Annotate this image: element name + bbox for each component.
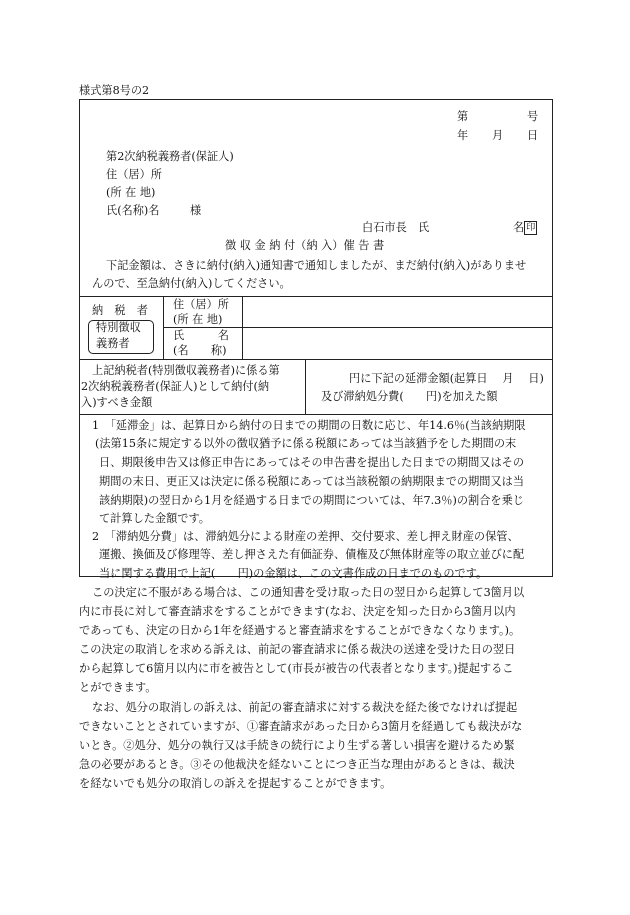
appeal-line: 内に市長に対して審査請求をすることができます(なお、決定を知った日から3箇月以内 [79, 605, 516, 618]
table-bottom-border [79, 414, 553, 415]
addressee-location-label: (所 在 地) [106, 186, 156, 199]
special-label-line-2: 義務者 [96, 337, 130, 350]
table-top-border [79, 296, 553, 297]
intro-line-2: んので、至急納付(納入)してください。 [92, 277, 291, 290]
amount-label-line-2: 2次納税義務者(保証人)として納付(納 [81, 380, 270, 393]
amount-value-line-2: 及び滞納処分費( 円)を加えた額 [321, 390, 498, 403]
special-label-line-1: 特別徴収 [96, 321, 141, 334]
appeal-line: この決定に不服がある場合は、この通知書を受け取った日の翌日から起算して3箇月以 [92, 586, 525, 599]
note-line: (法第15条に規定する以外の徴収猶予に係る税額にあっては当該猶予をした期間の末 [95, 437, 517, 450]
address-label-line-2: (所 在 地) [173, 313, 223, 326]
addressee-name-label: 氏(名称)名 [106, 204, 160, 217]
note-line: 2 「滞納処分費」は、滞納処分による財産の差押、交付要求、差し押え財産の保管、 [92, 530, 519, 543]
table-amount-divider [305, 359, 306, 414]
note-line: 日、期限後申告又は修正申告にあってはその申告書を提出した日までの期間又はその [99, 456, 525, 469]
appeal-line: 急の必要があるとき。③その他裁決を経ないことにつき正当な理由があるときは、裁決 [79, 758, 515, 771]
table-mid-border [79, 359, 553, 360]
appeal-line: から起算して6箇月以内に市を被告として(市長が被告の代表者となります。)提起するこ [79, 662, 514, 675]
note-line: 該納期限)の翌日から1月を経過する日までの期間については、年7.3％)の割合を乗じ [99, 494, 524, 507]
date-year: 年 [457, 129, 469, 142]
name-label-line-1: 氏 名 [173, 329, 229, 342]
note-line: て計算した金額です。 [99, 512, 210, 525]
appeal-line: この決定の取消しを求める訴えは、前記の審査請求に係る裁決の送達を受けた日の翌日 [79, 643, 516, 656]
date-day: 日 [527, 129, 539, 142]
appeal-line: いとき。②処分、処分の執行又は手続きの続行により生ずる著しい損害を避けるため緊 [79, 739, 515, 752]
seal-mark: 印 [526, 223, 536, 233]
taxpayer-label: 納 税 者 [92, 304, 148, 317]
note-line: 期間の末日、更正又は決定に係る税額にあっては当該税額の納期限までの期間又は当 [99, 475, 525, 488]
appeal-line: であっても、決定の日から1年を経過すると審査請求をすることができなくなります。)。 [79, 624, 521, 637]
name-label-line-2: (名 称) [173, 344, 227, 357]
addressee-honorific: 様 [190, 204, 202, 217]
addressee-address-label: 住（居）所 [106, 168, 162, 181]
doc-number-prefix: 第 [457, 110, 469, 123]
appeal-line: なお、処分の取消しの訴えは、前記の審査請求に対する裁決を経た後でなければ提起 [92, 701, 518, 714]
doc-number-suffix: 号 [527, 110, 539, 123]
form-number: 様式第8号の2 [79, 84, 150, 97]
amount-value-line-1: 円に下記の延滞金額(起算日 月 日) [349, 372, 544, 385]
note-line: 1 「延滞金」は、起算日から納付の日までの期間の日数に応じ、年14.6％(当該納期限 [92, 419, 526, 432]
addressee-title: 第2次納税義務者(保証人) [106, 150, 234, 163]
appeal-line: を経ないでも処分の取消しの訴えを提起することができます。 [79, 777, 392, 790]
appeal-line: できないこととされていますが、①審査請求があった日から3箇月を経過しても裁決がな [79, 720, 523, 733]
note-line: 運搬、換価及び修理等、差し押さえた有価証券、債権及び無体財産等の取立並びに配 [99, 548, 525, 561]
date-month: 月 [492, 129, 504, 142]
amount-label-line-1: 上記納税者(特別徴収義務者)に係る第 [92, 364, 280, 377]
amount-label-line-3: 入)すべき金額 [81, 396, 153, 409]
issuer-name: 白石市長 氏 [362, 221, 430, 234]
document-title: 徴 収 金 納 付（納 入）催 告 書 [225, 239, 385, 252]
note-line: 当に関する費用で上記( 円)の金額は、この文書作成の日までのものです。 [99, 567, 488, 580]
address-label-line-1: 住（居）所 [173, 298, 229, 311]
issuer-name-char: 名 印 [513, 221, 536, 234]
appeal-line: とができます。 [79, 681, 157, 694]
intro-line-1: 下記金額は、さきに納付(納入)通知書で通知しましたが、まだ納付(納入)がありませ [106, 259, 527, 272]
